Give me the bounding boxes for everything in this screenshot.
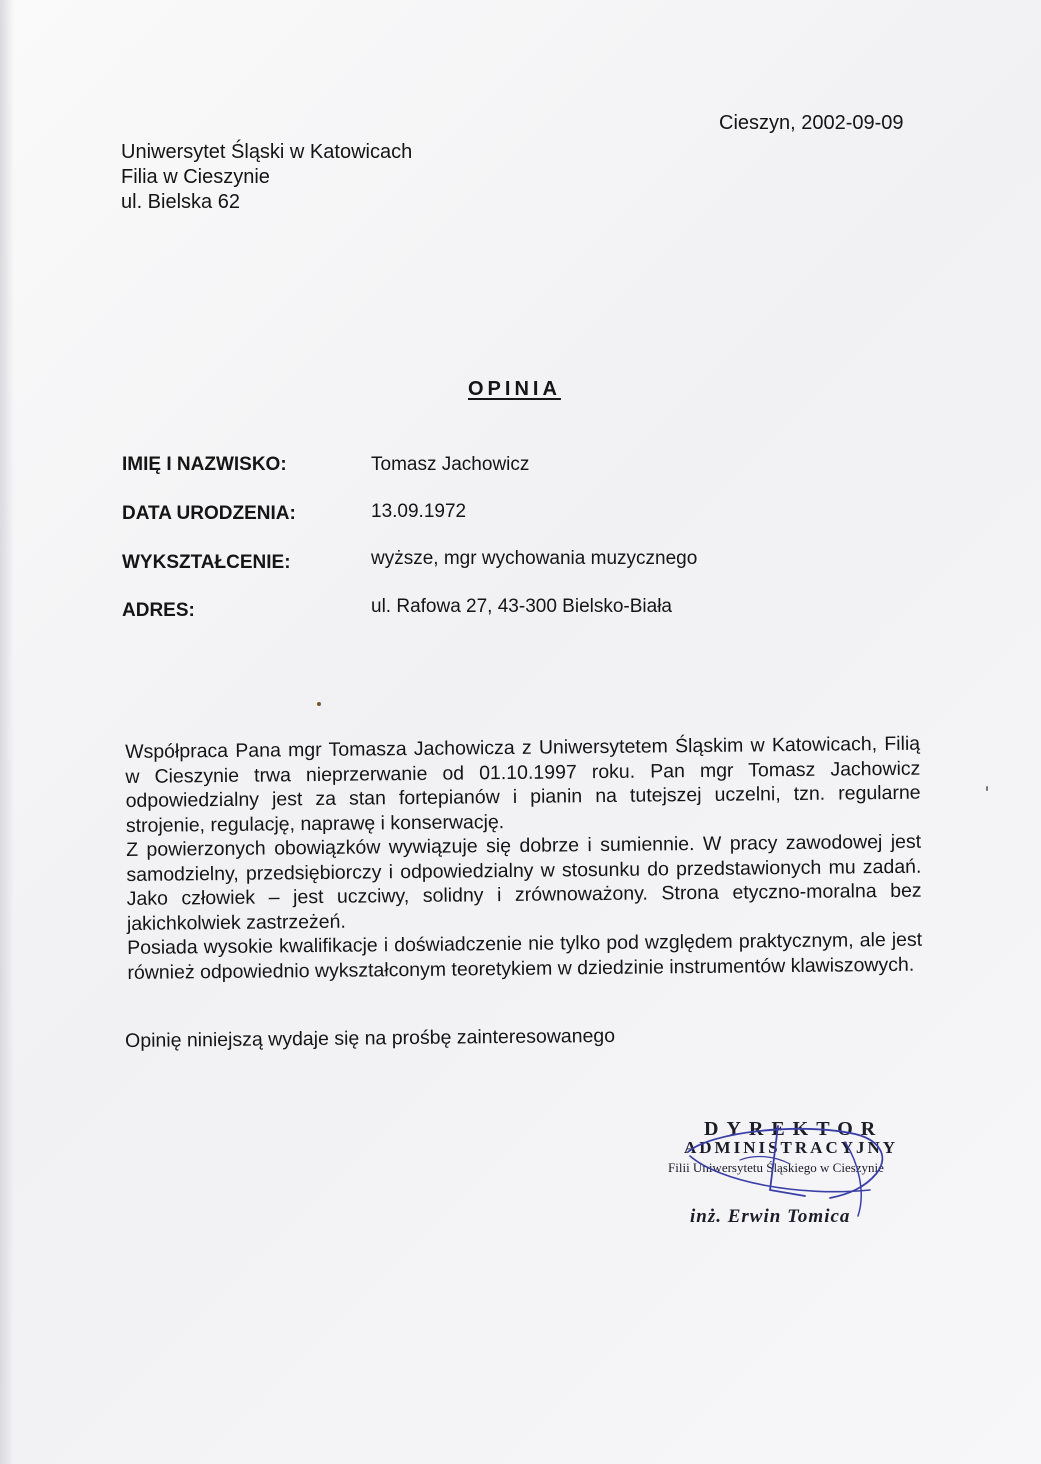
field-value-birthdate: 13.09.1972 — [371, 501, 467, 522]
sender-institution: Uniwersytet Śląski w Katowicach — [121, 141, 413, 163]
sender-branch: Filia w Cieszynie — [121, 166, 270, 188]
body-paragraph-collaboration: Współpraca Pana mgr Tomasza Jachowicza z Uniwersytetem Śląskim w Katowicach, Filią w Cieszynie trwa nieprzerwanie od 01.10.1997 roku. Pan mgr Tomasz Jachowicz odpowiedzialny jest za stan fortepianów i pianin na tutejszej uczelni, tzn. regularne strojenie, regulację, naprawę i konserwację. — [125, 732, 921, 837]
document-date: Cieszyn, 2002-09-09 — [719, 112, 904, 134]
sender-address — [121, 140, 412, 215]
field-value-education: wyższe, mgr wychowania muzycznego — [371, 548, 698, 569]
paper-speck — [317, 702, 321, 706]
stamp-title: DYREKTOR — [704, 1118, 884, 1140]
field-label-education: WYKSZTAŁCENIE: — [122, 552, 291, 573]
paper-mark — [986, 786, 988, 791]
sender-street: ul. Bielska 62 — [121, 191, 240, 213]
stamp-subtitle: ADMINISTRACYJNY — [684, 1138, 899, 1157]
field-value-name: Tomasz Jachowicz — [371, 454, 530, 475]
field-label-birthdate: DATA URODZENIA: — [122, 503, 296, 524]
handwritten-signature — [680, 1112, 900, 1222]
stamp-signatory: inż. Erwin Tomica — [690, 1206, 851, 1227]
closing-statement: Opinię niniejszą wydaje się na prośbę zainteresowanego — [125, 1024, 616, 1052]
document-body — [125, 732, 923, 985]
stamp-institution: Filii Uniwersytetu Śląskiego w Cieszynie — [668, 1160, 884, 1175]
body-paragraph-qualifications: Posiada wysokie kwalifikacje i doświadczenie nie tylko pod względem praktycznym, ale jest również odpowiednio wykształconym teoretykiem w dziedzinie instrumentów klawiszowych. — [127, 928, 923, 984]
field-value-address: ul. Rafowa 27, 43-300 Bielsko-Biała — [371, 596, 673, 617]
body-paragraph-duties: Z powierzonych obowiązków wywiązuje się dobrze i sumiennie. W pracy zawodowej jest samodzielny, przedsiębiorczy i odpowiedzialny w stosunku do przedstawionych mu zadań. Jako człowiek – jest uczciwy, solidny i zrównoważony. Strona etyczno-moralna bez jakichkolwiek zastrzeżeń. — [126, 830, 922, 935]
field-label-address: ADRES: — [122, 600, 195, 621]
document-title: OPINIA — [468, 378, 561, 400]
field-label-name: IMIĘ I NAZWISKO: — [122, 454, 287, 475]
